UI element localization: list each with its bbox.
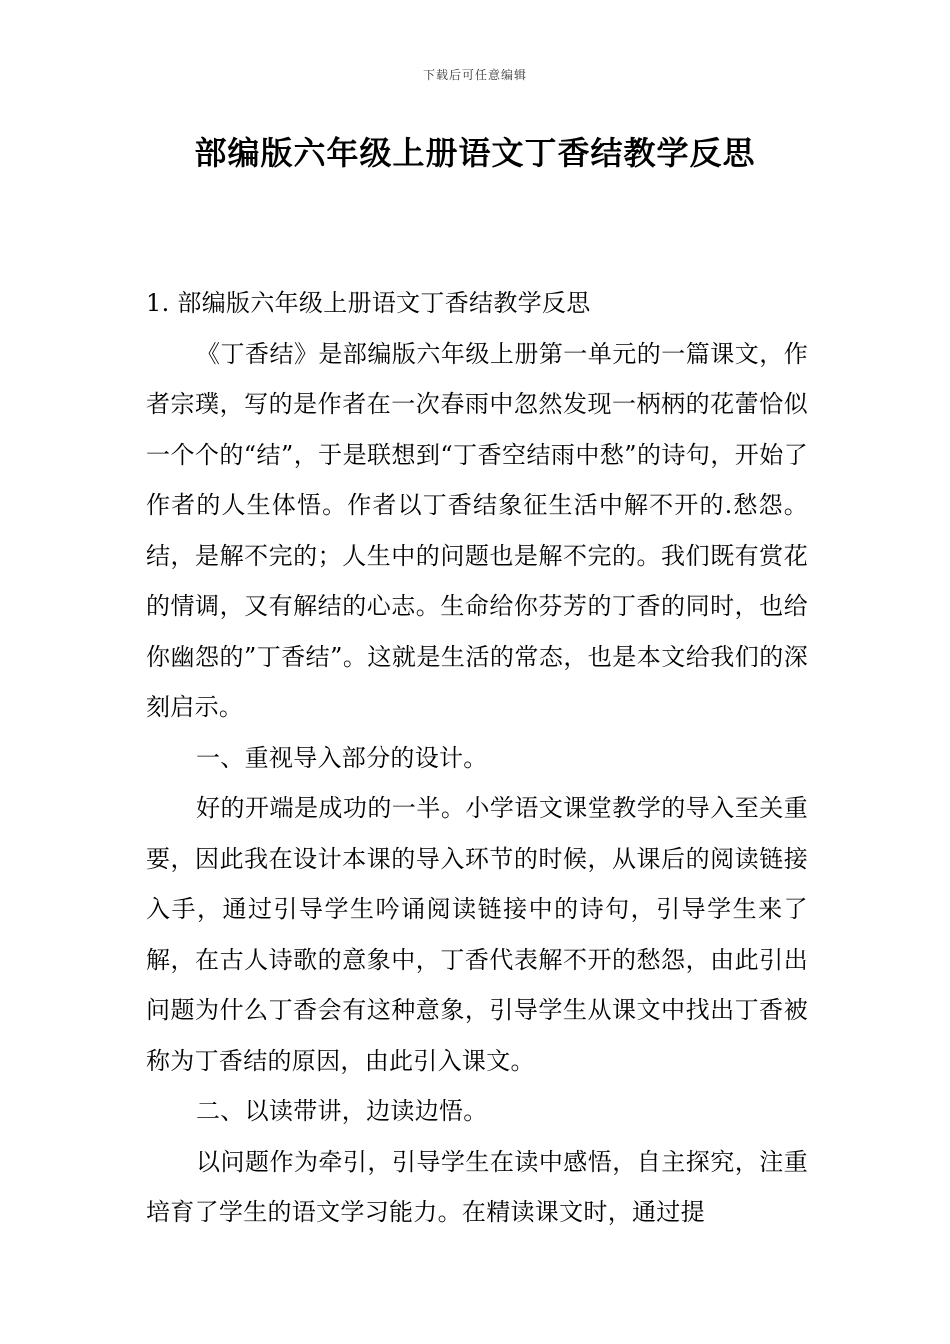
paragraph-body-2: 以问题作为牵引，引导学生在读中感悟，自主探究，注重培育了学生的语文学习能力。在精读课文时，通过提 xyxy=(146,1147,808,1226)
document-title: 部编版六年级上册语文丁香结教学反思 xyxy=(194,134,756,172)
section-heading: 1. 部编版六年级上册语文丁香结教学反思 xyxy=(146,289,591,317)
paragraph-heading-2: 二、以读带讲，边读边悟。 xyxy=(196,1097,488,1125)
paragraph-intro: 《丁香结》是部编版六年级上册第一单元的一篇课文，作者宗璞，写的是作者在一次春雨中忽然发现一柄柄的花蕾恰似一个个的“结”，于是联想到“丁香空结雨中愁”的诗句，开始了作者的人生体悟。作者以丁香结象征生活中解不开的.愁怨。结，是解不完的；人生中的问题也是解不完的。我们既有赏花的情调，又有解结的心志。生命给你芬芳的丁香的同时，也给你幽怨的”丁香结”。这就是生活的常态，也是本文给我们的深刻启示。 xyxy=(146,339,808,721)
header-note: 下载后可任意编辑 xyxy=(422,68,527,82)
paragraph-heading-1: 一、重视导入部分的设计。 xyxy=(196,743,488,772)
paragraph-body-1: 好的开端是成功的一半。小学语文课堂教学的导入至关重要，因此我在设计本课的导入环节的时候，从课后的阅读链接入手，通过引导学生吟诵阅读链接中的诗句，引导学生来了解，在古人诗歌的意象中，丁香代表解不开的愁怨，由此引出问题为什么丁香会有这种意象，引导学生从课文中找出丁香被称为丁香结的原因，由此引入课文。 xyxy=(146,794,808,1075)
document-body xyxy=(146,278,808,1238)
